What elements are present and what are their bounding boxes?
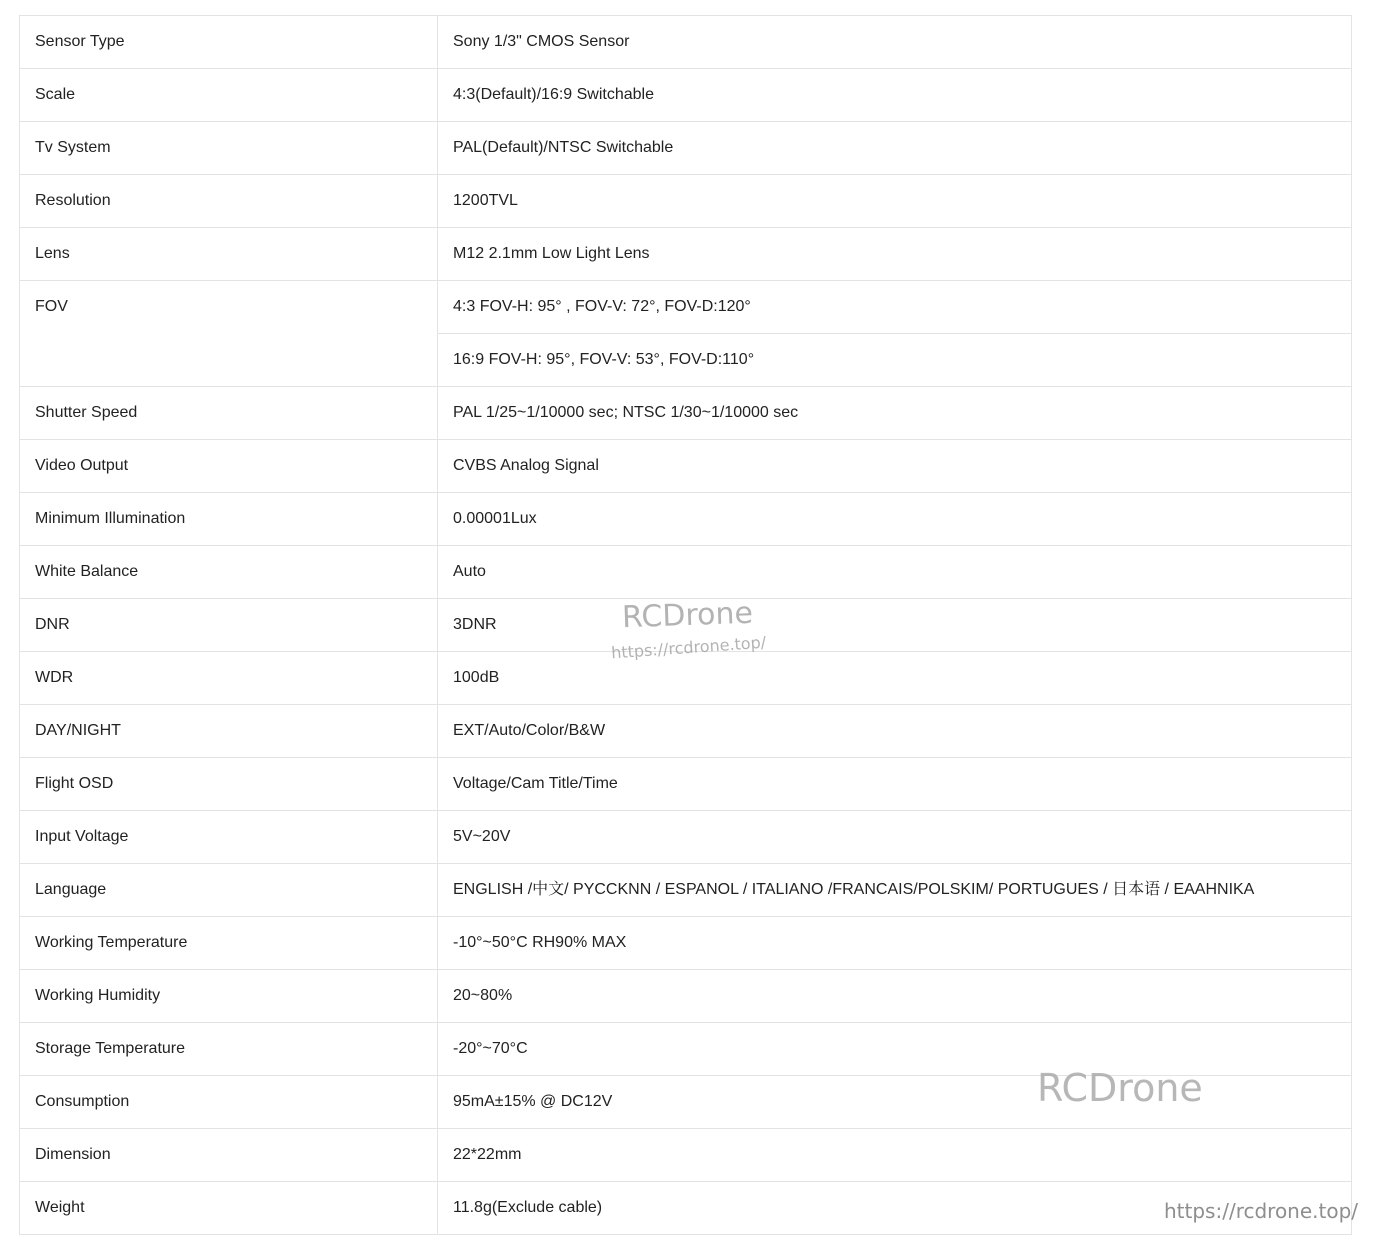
spec-value: CVBS Analog Signal <box>438 440 1352 493</box>
spec-value: 4:3 FOV-H: 95° , FOV-V: 72°, FOV-D:120° <box>438 281 1352 334</box>
spec-label: Dimension <box>20 1129 438 1182</box>
table-row <box>20 387 1352 440</box>
spec-label: Shutter Speed <box>20 387 438 440</box>
watermark-logo: RCDrone <box>621 595 754 636</box>
spec-label: Flight OSD <box>20 758 438 811</box>
table-row <box>20 228 1352 281</box>
watermark-logo-secondary: RCDrone <box>1037 1066 1203 1110</box>
table-row <box>20 281 1352 334</box>
table-row <box>20 1182 1352 1235</box>
spec-label: Language <box>20 864 438 917</box>
spec-label: Lens <box>20 228 438 281</box>
spec-value: 22*22mm <box>438 1129 1352 1182</box>
table-row <box>20 1076 1352 1129</box>
spec-value: M12 2.1mm Low Light Lens <box>438 228 1352 281</box>
table-row <box>20 811 1352 864</box>
table-row <box>20 758 1352 811</box>
spec-value: 5V~20V <box>438 811 1352 864</box>
table-row <box>20 122 1352 175</box>
spec-label: DAY/NIGHT <box>20 705 438 758</box>
spec-label: DNR <box>20 599 438 652</box>
spec-value: 100dB <box>438 652 1352 705</box>
table-row <box>20 175 1352 228</box>
spec-label: Input Voltage <box>20 811 438 864</box>
spec-table-body <box>20 16 1352 1235</box>
spec-value: -20°~70°C <box>438 1023 1352 1076</box>
spec-label: WDR <box>20 652 438 705</box>
spec-label: Video Output <box>20 440 438 493</box>
table-row <box>20 599 1352 652</box>
spec-value: 16:9 FOV-H: 95°, FOV-V: 53°, FOV-D:110° <box>438 334 1352 387</box>
table-row <box>20 652 1352 705</box>
table-row <box>20 917 1352 970</box>
spec-value: ENGLISH /中文/ PYCCKNN / ESPANOL / ITALIANO /FRANCAIS/POLSKIM/ PORTUGUES / 日本语 / EAAHNIKA <box>438 864 1352 917</box>
table-row <box>20 546 1352 599</box>
table-row <box>20 440 1352 493</box>
table-row <box>20 493 1352 546</box>
spec-label: White Balance <box>20 546 438 599</box>
table-row <box>20 1023 1352 1076</box>
spec-label: Scale <box>20 69 438 122</box>
spec-label: Sensor Type <box>20 16 438 69</box>
spec-table <box>19 15 1352 1235</box>
spec-value: PAL 1/25~1/10000 sec; NTSC 1/30~1/10000 sec <box>438 387 1352 440</box>
spec-label: Minimum Illumination <box>20 493 438 546</box>
spec-label: Working Temperature <box>20 917 438 970</box>
spec-label: Resolution <box>20 175 438 228</box>
table-row <box>20 864 1352 917</box>
spec-label: Weight <box>20 1182 438 1235</box>
table-row <box>20 970 1352 1023</box>
watermark-url-secondary: https://rcdrone.top/ <box>1164 1199 1359 1223</box>
watermark-url: https://rcdrone.top/ <box>610 632 767 663</box>
spec-value: Sony 1/3" CMOS Sensor <box>438 16 1352 69</box>
spec-value: 0.00001Lux <box>438 493 1352 546</box>
spec-value: 3DNR <box>438 599 1352 652</box>
table-row <box>20 705 1352 758</box>
spec-value: 95mA±15% @ DC12V <box>438 1076 1352 1129</box>
spec-label: FOV <box>20 281 438 387</box>
spec-label: Consumption <box>20 1076 438 1129</box>
spec-value: 4:3(Default)/16:9 Switchable <box>438 69 1352 122</box>
spec-value: 1200TVL <box>438 175 1352 228</box>
spec-value: Voltage/Cam Title/Time <box>438 758 1352 811</box>
spec-value: 20~80% <box>438 970 1352 1023</box>
spec-label: Tv System <box>20 122 438 175</box>
spec-value: PAL(Default)/NTSC Switchable <box>438 122 1352 175</box>
spec-value: -10°~50°C RH90% MAX <box>438 917 1352 970</box>
spec-label: Storage Temperature <box>20 1023 438 1076</box>
table-row <box>20 16 1352 69</box>
spec-label: Working Humidity <box>20 970 438 1023</box>
spec-value: 11.8g(Exclude cable) <box>438 1182 1352 1235</box>
spec-value: EXT/Auto/Color/B&W <box>438 705 1352 758</box>
spec-value: Auto <box>438 546 1352 599</box>
table-row <box>20 1129 1352 1182</box>
table-row <box>20 69 1352 122</box>
